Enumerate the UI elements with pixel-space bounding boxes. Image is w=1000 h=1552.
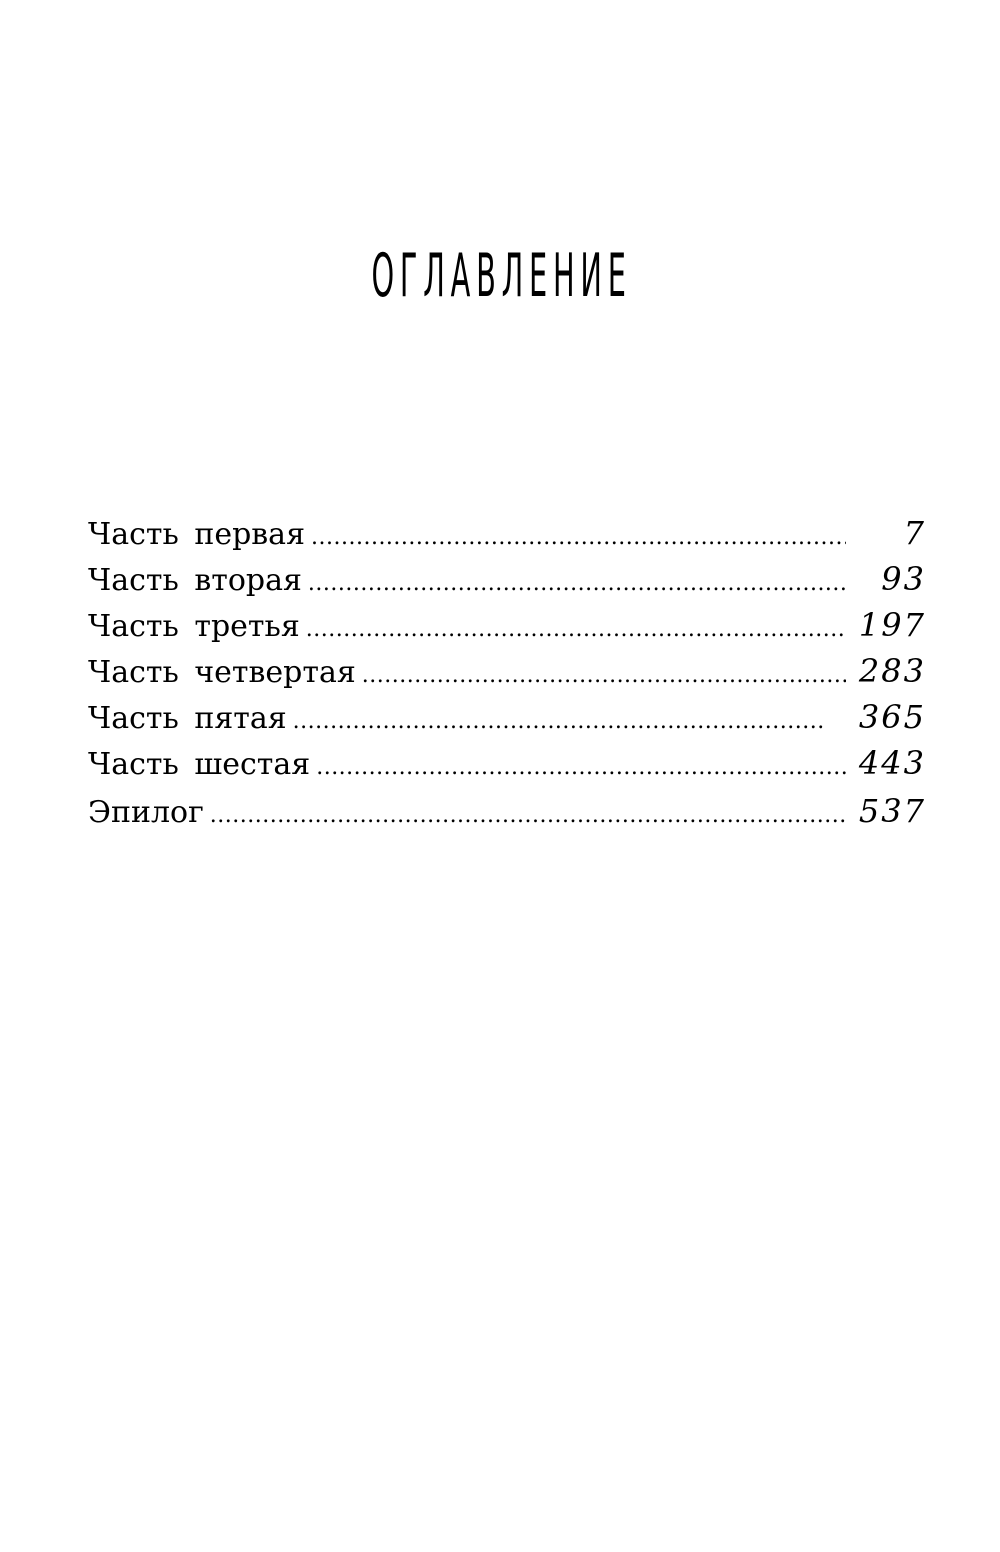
toc-page-number: 537 bbox=[858, 792, 926, 830]
toc-entry-part-3[interactable] bbox=[88, 602, 926, 648]
toc-entry-label: Часть шестая bbox=[88, 747, 311, 782]
toc-page-number: 197 bbox=[858, 606, 926, 644]
toc-page-number: 443 bbox=[858, 744, 926, 782]
toc-entry-part-5[interactable] bbox=[88, 694, 926, 740]
table-of-contents bbox=[88, 510, 926, 834]
page-title: ОГЛАВЛЕНИЕ bbox=[371, 241, 632, 311]
toc-entry-label: Эпилог bbox=[88, 795, 204, 830]
dot-leader bbox=[293, 699, 826, 745]
toc-page-number: 93 bbox=[881, 560, 926, 598]
dot-leader bbox=[306, 607, 846, 653]
toc-entry-part-4[interactable] bbox=[88, 648, 926, 694]
toc-entry-part-2[interactable] bbox=[88, 556, 926, 602]
dot-leader bbox=[316, 745, 846, 791]
toc-entry-label: Часть четвертая bbox=[88, 655, 356, 690]
toc-entry-epilogue[interactable] bbox=[88, 788, 926, 834]
toc-page-number: 7 bbox=[903, 514, 926, 552]
toc-entry-label: Часть третья bbox=[88, 609, 300, 644]
dot-leader bbox=[308, 561, 846, 607]
toc-entry-part-6[interactable] bbox=[88, 740, 926, 786]
toc-page-number: 365 bbox=[858, 698, 926, 736]
dot-leader bbox=[311, 515, 846, 561]
toc-page-number: 283 bbox=[858, 652, 926, 690]
toc-entry-part-1[interactable] bbox=[88, 510, 926, 556]
toc-entry-label: Часть первая bbox=[88, 517, 305, 552]
dot-leader bbox=[210, 793, 846, 839]
toc-entry-label: Часть вторая bbox=[88, 563, 302, 598]
dot-leader bbox=[362, 653, 846, 699]
toc-entry-label: Часть пятая bbox=[88, 701, 287, 736]
